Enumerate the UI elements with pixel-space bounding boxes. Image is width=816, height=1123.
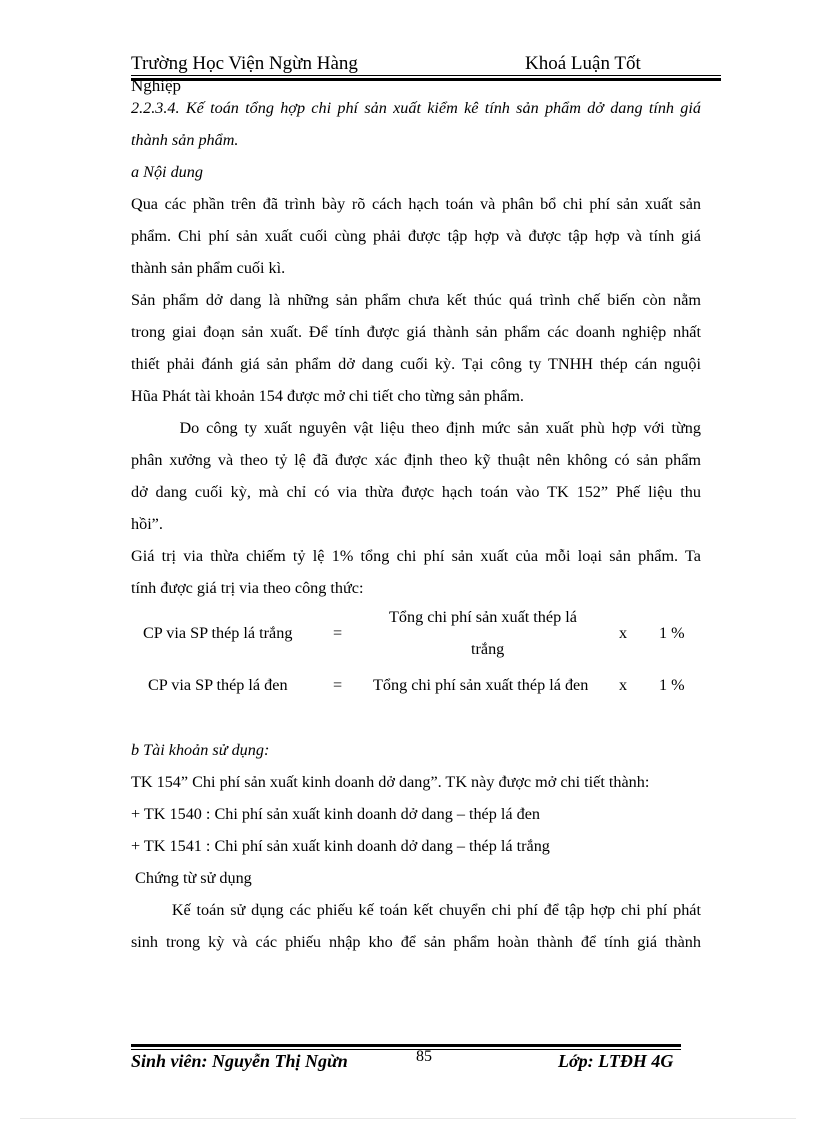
footer-student: Sinh viên: Nguyễn Thị Ngừn — [131, 1051, 348, 1071]
formula2-rhs-line1: Tổng chi phí sản xuất thép lá đen — [373, 676, 589, 694]
p3-line1: Do công ty xuất nguyên vật liệu theo định mức sản xuất phù hợp với từng — [131, 419, 701, 437]
p2-line4: Hũa Phát tài khoản 154 được mở chi tiết cho từng sản phẩm. — [131, 387, 524, 405]
header-school-line2: Nghiệp — [131, 76, 182, 95]
p4-line1: Giá trị via thừa chiếm tỷ lệ 1% tổng chi phí sản xuất của mỗi loại sản phẩm. Ta — [131, 547, 701, 565]
account-tk154: TK 154” Chi phí sản xuất kinh doanh dở dang”. TK này được mở chi tiết thành: — [131, 773, 650, 791]
formula1-rhs-line2: trắng — [471, 640, 505, 658]
footer-page-number: 85 — [416, 1048, 432, 1065]
formula2-lhs: CP via SP thép lá đen — [148, 676, 288, 694]
footer-class: Lớp: LTĐH 4G — [558, 1051, 674, 1071]
header-rule-thin — [131, 75, 721, 76]
subsection-b-heading: b Tài khoản sử dụng: — [131, 741, 270, 759]
formula1-rhs-line1: Tổng chi phí sản xuất thép lá — [389, 608, 577, 626]
account-tk1540: + TK 1540 : Chi phí sản xuất kinh doanh dở dang – thép lá đen — [131, 805, 540, 823]
page-edge — [20, 1118, 796, 1119]
p2-line3: thiết phải đánh giá sản phẩm dở dang cuối kỳ. Tại công ty TNHH thép cán nguội — [131, 355, 701, 373]
section-title-line1: 2.2.3.4. Kế toán tổng hợp chi phí sản xuất kiểm kê tính sản phẩm dở dang tính giá — [131, 99, 701, 117]
p2-line2: trong giai đoạn sản xuất. Để tính được giá thành sản phẩm các doanh nghiệp nhất — [131, 323, 701, 341]
section-title-line2: thành sản phẩm. — [131, 131, 239, 149]
footer-rule-thick — [131, 1044, 681, 1047]
formula1-lhs: CP via SP thép lá trắng — [143, 624, 293, 642]
p2-line1: Sản phẩm dở dang là những sản phẩm chưa kết thúc quá trình chế biến còn nằm — [131, 291, 701, 309]
formula2-equals: = — [333, 676, 343, 694]
formula2-rate: 1 % — [659, 676, 685, 694]
account-tk1541: + TK 1541 : Chi phí sản xuất kinh doanh dở dang – thép lá trắng — [131, 837, 550, 855]
subsection-a-heading: a Nội dung — [131, 163, 203, 181]
p3-line4: hồi”. — [131, 515, 163, 533]
p1-line2: phẩm. Chi phí sản xuất cuối cùng phải được tập hợp và được tập hợp và tính giá — [131, 227, 701, 245]
formula1-times: x — [619, 624, 628, 642]
header-thesis: Khoá Luận Tốt — [525, 53, 641, 74]
p3-line3: dở dang cuối kỳ, mà chỉ có via thừa được hạch toán vào TK 152” Phế liệu thu — [131, 483, 701, 501]
formula2-times: x — [619, 676, 628, 694]
voucher-heading: Chứng từ sử dụng — [131, 869, 252, 887]
header-rule-thick — [131, 78, 721, 81]
p1-line1: Qua các phần trên đã trình bày rõ cách hạch toán và phân bổ chi phí sản xuất sản — [131, 195, 701, 213]
formula1-equals: = — [333, 624, 343, 642]
p4-line2: tính được giá trị via theo công thức: — [131, 579, 364, 597]
formula1-rate: 1 % — [659, 624, 685, 642]
p1-line3: thành sản phẩm cuối kì. — [131, 259, 286, 277]
p3-line2: phân xưởng và theo tỷ lệ đã được xác định theo kỹ thuật nên không có sản phẩm — [131, 451, 701, 469]
header-school: Trường Học Viện Ngừn Hàng — [131, 53, 358, 74]
p5-line1: Kế toán sử dụng các phiếu kế toán kết chuyển chi phí để tập hợp chi phí phát — [131, 901, 701, 919]
footer-rule-thin — [131, 1049, 681, 1050]
p5-line2: sinh trong kỳ và các phiếu nhập kho để sản phẩm hoàn thành để tính giá thành — [131, 933, 701, 951]
